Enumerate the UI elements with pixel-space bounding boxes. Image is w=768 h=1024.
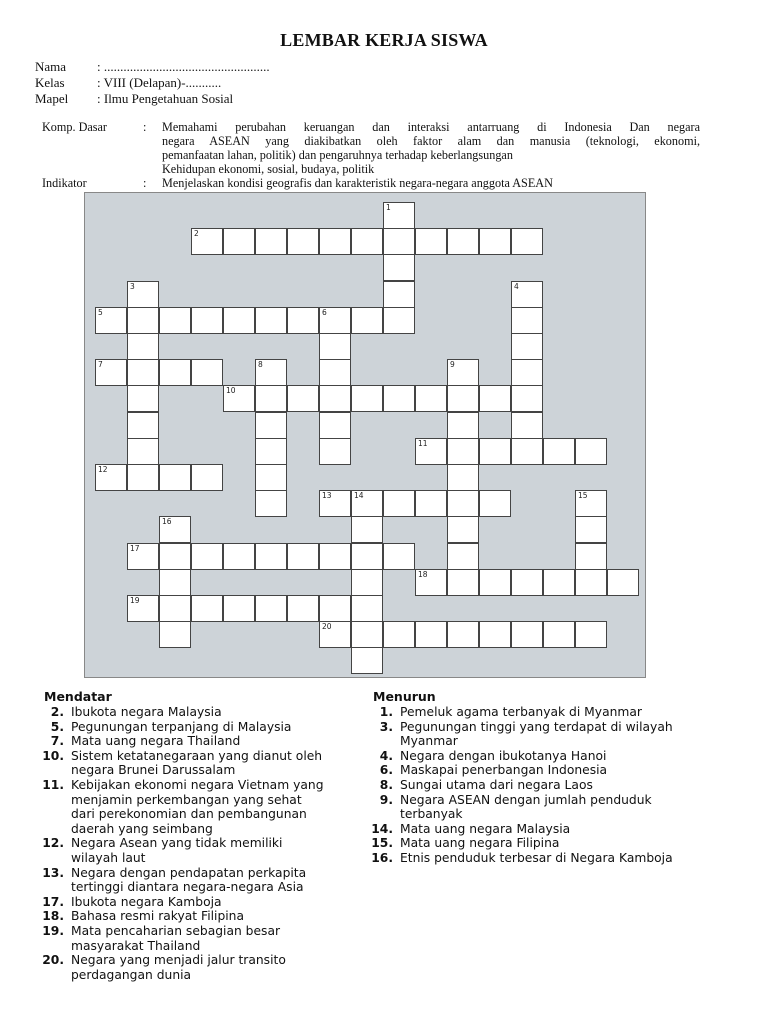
- clue-item: [38, 866, 368, 895]
- crossword-cell[interactable]: [127, 595, 159, 622]
- clue-item: [370, 778, 750, 793]
- clue-number: 6.: [379, 763, 393, 778]
- crossword-cell[interactable]: [447, 438, 479, 465]
- clue-text-line: Myanmar: [400, 734, 458, 749]
- clue-item: [38, 924, 368, 953]
- crossword-cell[interactable]: [447, 412, 479, 439]
- clue-text-line: Ibukota negara Malaysia: [71, 705, 222, 719]
- crossword-cell[interactable]: [191, 228, 223, 255]
- clue-item: [38, 778, 368, 836]
- crossword-cell[interactable]: [383, 385, 415, 412]
- komp-dasar-colon: :: [143, 120, 147, 134]
- crossword-cell[interactable]: [511, 333, 543, 360]
- clue-item: [370, 822, 750, 837]
- crossword-cell[interactable]: [447, 621, 479, 648]
- crossword-cell[interactable]: [607, 569, 639, 596]
- clue-number: 13.: [42, 865, 64, 880]
- clue-text: [71, 924, 280, 953]
- crossword-cell[interactable]: [95, 464, 127, 491]
- crossword-cell[interactable]: [319, 595, 351, 622]
- crossword-cell[interactable]: [191, 307, 223, 334]
- clue-text-line: Mata uang negara Malaysia: [400, 821, 571, 836]
- crossword-cell[interactable]: [191, 464, 223, 491]
- clue-text-line: wilayah laut: [71, 850, 146, 865]
- clue-number: 15.: [371, 836, 393, 851]
- clue-text-line: dari perekonomian dan pembangunan: [71, 807, 307, 822]
- crossword-cell[interactable]: [127, 464, 159, 491]
- clue-text: [71, 895, 222, 910]
- clue-text: [400, 763, 607, 778]
- clue-item: [370, 705, 750, 720]
- crossword-cell[interactable]: [159, 543, 191, 570]
- clue-text: [400, 705, 642, 720]
- crossword-cell[interactable]: [575, 490, 607, 517]
- clue-text-line: negara Brunei Darussalam: [71, 763, 236, 778]
- clue-number-label: 7: [98, 360, 103, 370]
- crossword-cell[interactable]: [223, 307, 255, 334]
- crossword-cell[interactable]: [351, 385, 383, 412]
- crossword-cell[interactable]: [223, 595, 255, 622]
- crossword-cell[interactable]: [127, 333, 159, 360]
- clue-item: [38, 734, 368, 749]
- clue-text-line: daerah yang seimbang: [71, 821, 213, 836]
- crossword-cell[interactable]: [447, 464, 479, 491]
- crossword-cell[interactable]: [319, 228, 351, 255]
- crossword-cell[interactable]: [255, 307, 287, 334]
- clue-number-label: 11: [418, 438, 428, 448]
- clue-item: [38, 749, 368, 778]
- komp-dasar-line-1: Memahami perubahan keruangan dan interaksi antarruang di Indonesia Dan negara: [162, 120, 700, 134]
- crossword-cell[interactable]: [255, 464, 287, 491]
- crossword-cell[interactable]: [383, 202, 415, 229]
- clue-text-line: Bahasa resmi rakyat Filipina: [71, 909, 245, 924]
- clue-text-line: Negara dengan ibukotanya Hanoi: [400, 748, 607, 763]
- crossword-cell[interactable]: [223, 543, 255, 570]
- crossword-cell[interactable]: [543, 438, 575, 465]
- clue-number-label: 4: [514, 281, 519, 291]
- crossword-cell[interactable]: [95, 359, 127, 386]
- crossword-cell[interactable]: [255, 359, 287, 386]
- indikator-text: Menjelaskan kondisi geografis dan karakteristik negara-negara anggota ASEAN: [162, 176, 553, 190]
- clue-text-line: Etnis penduduk terbesar di Negara Kamboja: [400, 851, 673, 865]
- komp-dasar-line-3: pemanfaatan lahan, politik) dan pengaruhnya terhadap keberlangsungan: [162, 148, 513, 162]
- clue-text: [71, 778, 324, 836]
- crossword-cell[interactable]: [383, 254, 415, 281]
- crossword-cell[interactable]: [575, 621, 607, 648]
- crossword-cell[interactable]: [223, 228, 255, 255]
- crossword-cell[interactable]: [159, 569, 191, 596]
- crossword-cell[interactable]: [319, 359, 351, 386]
- clue-text: [71, 705, 222, 720]
- crossword-cell[interactable]: [511, 385, 543, 412]
- crossword-cell[interactable]: [351, 621, 383, 648]
- clue-text-line: Sungai utama dari negara Laos: [400, 778, 593, 792]
- clue-text-line: terbanyak: [400, 807, 463, 822]
- crossword-cell[interactable]: [159, 516, 191, 543]
- subject-value: : Ilmu Pengetahuan Sosial: [97, 91, 234, 106]
- crossword-cell[interactable]: [351, 595, 383, 622]
- crossword-cell[interactable]: [191, 359, 223, 386]
- clue-number: 1.: [379, 705, 393, 719]
- crossword-cell[interactable]: [351, 516, 383, 543]
- clue-number: 9.: [379, 792, 393, 807]
- crossword-cell[interactable]: [383, 490, 415, 517]
- clue-number-label: 14: [354, 491, 364, 501]
- clue-text: [400, 793, 652, 822]
- crossword-cell[interactable]: [351, 647, 383, 674]
- clue-item: [38, 953, 368, 982]
- crossword-cell[interactable]: [479, 569, 511, 596]
- clue-text: [71, 734, 240, 749]
- crossword-cell[interactable]: [159, 359, 191, 386]
- clue-number-label: 5: [98, 307, 103, 317]
- crossword-cell[interactable]: [127, 438, 159, 465]
- crossword-cell[interactable]: [383, 307, 415, 334]
- crossword-cell[interactable]: [447, 516, 479, 543]
- crossword-cell[interactable]: [255, 412, 287, 439]
- subject-label: Mapel: [35, 91, 69, 106]
- crossword-cell[interactable]: [479, 385, 511, 412]
- clue-number: 12.: [42, 836, 64, 851]
- crossword-cell[interactable]: [319, 385, 351, 412]
- menurun-heading: Menurun: [373, 689, 436, 704]
- crossword-cell[interactable]: [287, 543, 319, 570]
- clue-text-line: perdagangan dunia: [71, 967, 192, 982]
- komp-dasar-line-4: Kehidupan ekonomi, sosial, budaya, politik: [162, 162, 375, 176]
- indikator-colon: :: [143, 176, 147, 190]
- clue-item: [38, 895, 368, 910]
- crossword-cell[interactable]: [351, 569, 383, 596]
- clue-text-line: Negara yang menjadi jalur transito: [71, 953, 286, 968]
- crossword-cell[interactable]: [575, 543, 607, 570]
- crossword-cell[interactable]: [159, 595, 191, 622]
- indikator-label: Indikator: [42, 176, 87, 190]
- clue-text: [400, 836, 559, 851]
- clue-text-line: tertinggi diantara negara-negara Asia: [71, 880, 304, 895]
- crossword-cell[interactable]: [447, 385, 479, 412]
- crossword-cell[interactable]: [447, 228, 479, 255]
- clue-text-line: masyarakat Thailand: [71, 938, 201, 953]
- clue-number-label: 18: [418, 569, 428, 579]
- clue-number-label: 17: [130, 543, 140, 553]
- crossword-cell[interactable]: [191, 543, 223, 570]
- mendatar-heading: Mendatar: [44, 689, 112, 704]
- crossword-cell[interactable]: [127, 281, 159, 308]
- clue-text: [71, 836, 282, 865]
- crossword-cell[interactable]: [447, 490, 479, 517]
- clue-item: [370, 793, 750, 822]
- page-title: LEMBAR KERJA SISWA: [280, 30, 488, 50]
- clue-number: 10.: [42, 748, 64, 763]
- crossword-cell[interactable]: [191, 595, 223, 622]
- crossword-cell[interactable]: [287, 595, 319, 622]
- clue-text: [71, 953, 286, 982]
- clue-text-line: Mata pencaharian sebagian besar: [71, 924, 281, 938]
- crossword-cell[interactable]: [511, 412, 543, 439]
- clue-text-line: menjamin perkembangan yang sehat: [71, 792, 302, 807]
- crossword-cell[interactable]: [447, 543, 479, 570]
- clue-text: [400, 720, 673, 749]
- crossword-cell[interactable]: [159, 307, 191, 334]
- clue-number: 14.: [371, 821, 393, 836]
- crossword-cell[interactable]: [511, 359, 543, 386]
- crossword-cell[interactable]: [415, 228, 447, 255]
- crossword-cell[interactable]: [319, 490, 351, 517]
- crossword-cell[interactable]: [415, 621, 447, 648]
- clue-text: [71, 909, 244, 924]
- clue-number-label: 3: [130, 281, 135, 291]
- crossword-cell[interactable]: [319, 307, 351, 334]
- clue-text: [400, 822, 570, 837]
- clue-text-line: Ibukota negara Kamboja: [71, 894, 222, 909]
- clue-item: [370, 749, 750, 764]
- clue-number: 7.: [50, 734, 64, 749]
- crossword-cell[interactable]: [543, 621, 575, 648]
- crossword-cell[interactable]: [511, 307, 543, 334]
- clue-number: 4.: [379, 748, 393, 763]
- clue-text-line: Mata uang negara Filipina: [400, 836, 560, 851]
- clue-number: 16.: [371, 851, 393, 865]
- crossword-cell[interactable]: [127, 412, 159, 439]
- crossword-cell[interactable]: [415, 569, 447, 596]
- crossword-cell[interactable]: [319, 543, 351, 570]
- clue-number: 20.: [42, 953, 64, 968]
- crossword-cell[interactable]: [383, 228, 415, 255]
- clue-text-line: Mata uang negara Thailand: [71, 734, 241, 749]
- clue-number: 2.: [50, 705, 64, 719]
- crossword-cell[interactable]: [127, 543, 159, 570]
- crossword-cell[interactable]: [383, 281, 415, 308]
- crossword-cell[interactable]: [575, 569, 607, 596]
- clue-number-label: 20: [322, 622, 332, 632]
- crossword-cell[interactable]: [383, 621, 415, 648]
- crossword-cell[interactable]: [255, 490, 287, 517]
- name-label: Nama: [35, 59, 67, 74]
- clue-number-label: 13: [322, 491, 332, 501]
- crossword-cell[interactable]: [159, 464, 191, 491]
- clue-number: 8.: [379, 778, 393, 792]
- clue-number-label: 12: [98, 465, 108, 474]
- clue-number-label: 10: [226, 386, 236, 396]
- clue-number: 5.: [50, 719, 64, 734]
- name-value[interactable]: : ...................................................: [97, 59, 270, 74]
- clue-text-line: Negara Asean yang tidak memiliki: [71, 836, 283, 851]
- crossword-cell[interactable]: [351, 543, 383, 570]
- clue-number-label: 9: [450, 360, 455, 370]
- clue-text-line: Kebijakan ekonomi negara Vietnam yang: [71, 778, 324, 792]
- crossword-cell[interactable]: [447, 359, 479, 386]
- crossword-cell[interactable]: [351, 228, 383, 255]
- crossword-cell[interactable]: [415, 490, 447, 517]
- clue-number-label: 8: [258, 360, 263, 370]
- crossword-cell[interactable]: [383, 543, 415, 570]
- crossword-cell[interactable]: [447, 569, 479, 596]
- clue-text: [400, 851, 673, 866]
- crossword-cell[interactable]: [255, 543, 287, 570]
- komp-dasar-label: Komp. Dasar: [42, 120, 107, 134]
- clue-text: [400, 778, 593, 793]
- crossword-cell[interactable]: [159, 621, 191, 648]
- crossword-grid: [84, 192, 646, 678]
- crossword-cell[interactable]: [511, 438, 543, 465]
- komp-dasar-line-2: negara ASEAN yang diakibatkan oleh faktor alam dan manusia (teknologi, ekonomi,: [162, 134, 700, 148]
- clue-text-line: Negara dengan pendapatan perkapita: [71, 865, 307, 880]
- clue-number-label: 16: [162, 517, 172, 527]
- crossword-cell[interactable]: [511, 569, 543, 596]
- clue-text: [71, 720, 291, 735]
- crossword-cell[interactable]: [127, 307, 159, 334]
- clue-item: [38, 909, 368, 924]
- crossword-cell[interactable]: [479, 438, 511, 465]
- class-value[interactable]: : VIII (Delapan)-...........: [97, 75, 222, 90]
- clue-text-line: Pegunungan terpanjang di Malaysia: [71, 719, 292, 734]
- crossword-cell[interactable]: [511, 281, 543, 308]
- clue-item: [370, 720, 750, 749]
- crossword-cell[interactable]: [351, 307, 383, 334]
- crossword-cell[interactable]: [511, 621, 543, 648]
- clue-text-line: Sistem ketatanegaraan yang dianut oleh: [71, 748, 323, 763]
- crossword-cell[interactable]: [575, 438, 607, 465]
- crossword-cell[interactable]: [479, 621, 511, 648]
- clue-text: [71, 866, 306, 895]
- crossword-cell[interactable]: [127, 385, 159, 412]
- clue-item: [370, 851, 750, 866]
- clue-item: [38, 836, 368, 865]
- crossword-cell[interactable]: [575, 516, 607, 543]
- crossword-cell[interactable]: [319, 621, 351, 648]
- clue-item: [38, 705, 368, 720]
- crossword-cell[interactable]: [287, 228, 319, 255]
- clue-text: [71, 749, 322, 778]
- crossword-cell[interactable]: [319, 438, 351, 465]
- clue-item: [370, 763, 750, 778]
- crossword-cell[interactable]: [255, 385, 287, 412]
- clue-text: [400, 749, 606, 764]
- clue-number: 18.: [42, 909, 64, 924]
- crossword-cell[interactable]: [543, 569, 575, 596]
- clue-item: [370, 836, 750, 851]
- crossword-cell[interactable]: [319, 333, 351, 360]
- clue-number-label: 15: [578, 491, 588, 501]
- crossword-cell[interactable]: [319, 412, 351, 439]
- crossword-cell[interactable]: [287, 385, 319, 412]
- class-field: [35, 75, 221, 91]
- clue-text-line: Maskapai penerbangan Indonesia: [400, 763, 608, 778]
- crossword-cell[interactable]: [287, 307, 319, 334]
- clue-number-label: 6: [322, 307, 327, 317]
- crossword-cell[interactable]: [415, 438, 447, 465]
- crossword-cell[interactable]: [479, 490, 511, 517]
- clue-number-label: 19: [130, 596, 140, 605]
- name-field: [35, 59, 270, 75]
- crossword-cell[interactable]: [255, 595, 287, 622]
- crossword-cell[interactable]: [511, 228, 543, 255]
- crossword-cell[interactable]: [255, 438, 287, 465]
- crossword-cell[interactable]: [415, 385, 447, 412]
- clue-number: 11.: [42, 778, 64, 792]
- clue-text-line: Pegunungan tinggi yang terdapat di wilayah: [400, 719, 673, 734]
- crossword-cell[interactable]: [95, 307, 127, 334]
- class-label: Kelas: [35, 75, 65, 90]
- clue-text-line: Pemeluk agama terbanyak di Myanmar: [400, 705, 642, 719]
- crossword-cell[interactable]: [479, 228, 511, 255]
- crossword-cell[interactable]: [255, 228, 287, 255]
- clue-number: 19.: [42, 924, 64, 938]
- subject-field: [35, 91, 233, 107]
- clue-number-label: 1: [386, 203, 391, 212]
- crossword-cell[interactable]: [127, 359, 159, 386]
- clue-number: 17.: [42, 894, 64, 909]
- crossword-cell[interactable]: [223, 385, 255, 412]
- crossword-cell[interactable]: [351, 490, 383, 517]
- clue-item: [38, 720, 368, 735]
- clue-number: 3.: [379, 719, 393, 734]
- clue-number-label: 2: [194, 229, 199, 239]
- clue-text-line: Negara ASEAN dengan jumlah penduduk: [400, 792, 652, 807]
